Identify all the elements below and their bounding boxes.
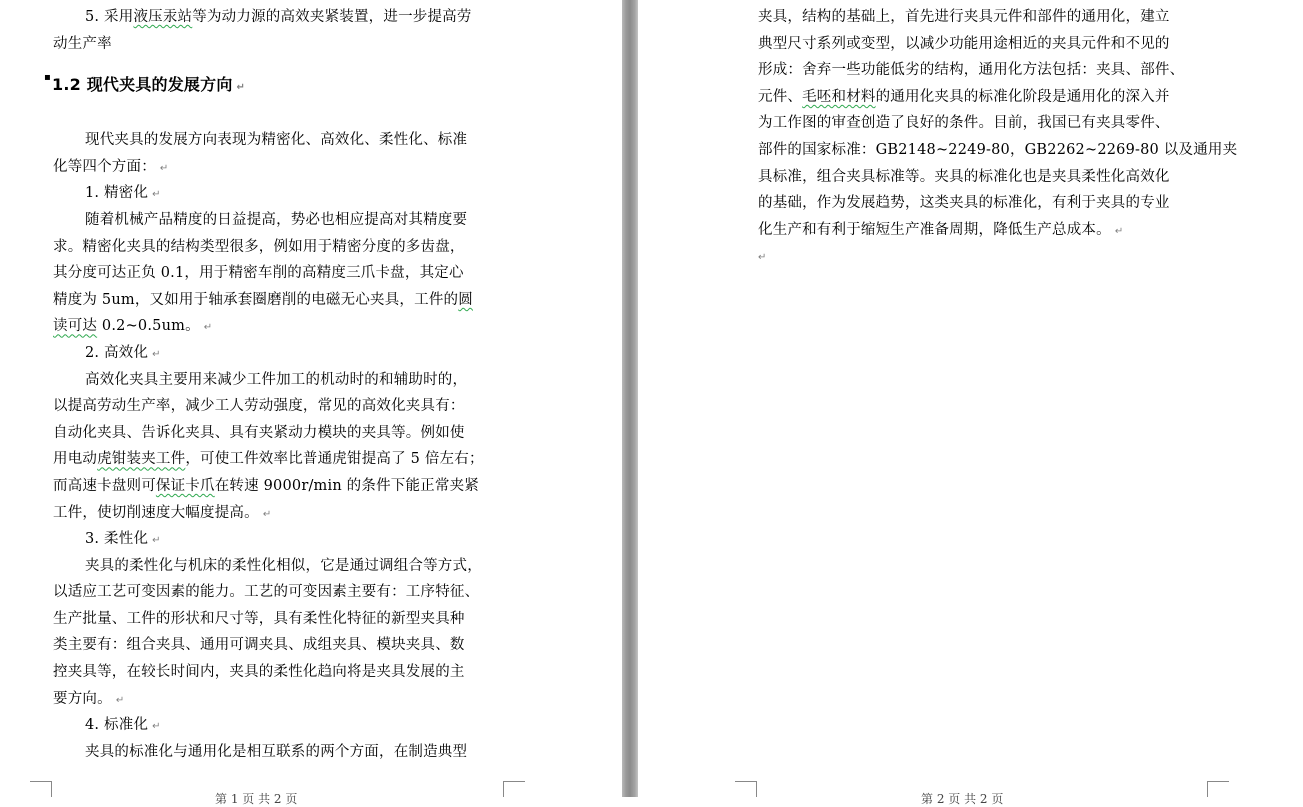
- text-line: 动生产率: [53, 35, 112, 52]
- text-line: 以提高劳动生产率，减少工人劳动强度，常见的高效化夹具有：: [53, 398, 465, 415]
- document-page-right[interactable]: [638, 0, 1303, 806]
- paragraph-mark-icon: ↵: [152, 189, 161, 201]
- list-item-heading: 4. 标准化 ↵: [85, 717, 161, 734]
- text-line: 化生产和有利于缩短生产准备周期，降低生产总成本。 ↵: [758, 221, 1124, 238]
- empty-paragraph: [758, 243, 1208, 270]
- text-line: 自动化夹具、告诉化夹具、具有夹紧动力模块的夹具等。例如使: [53, 424, 465, 441]
- paragraph-mark-icon: ↵: [203, 322, 213, 334]
- text-line: 随着机械产品精度的日益提高，势必也相应提高对其精度要: [85, 211, 468, 228]
- paragraph-mark-icon: ↵: [115, 694, 125, 706]
- text-line: 具标准，组合夹具标准等。夹具的标准化也是夹具柔性化高效化: [758, 168, 1170, 185]
- text-line: 5. 采用液压汞站等为动力源的高效夹紧装置，进一步提高劳: [85, 9, 472, 25]
- page-margin-corner-marker: [503, 781, 525, 797]
- paragraph-mark-icon: ↵: [236, 82, 246, 94]
- text-line: 夹具的柔性化与机床的柔性化相似，它是通过调组合等方式，: [85, 557, 482, 574]
- spell-flagged-word: 读可达: [53, 318, 98, 335]
- heading-bullet: ▪: [44, 72, 51, 84]
- paragraph-mark-icon: ↵: [1114, 225, 1124, 237]
- text-line: 工件，使切削速度大幅度提高。 ↵: [53, 504, 272, 521]
- text-line: 生产批量、工件的形状和尺寸等，具有柔性化特征的新型夹具种: [53, 610, 465, 627]
- paragraph-mark-icon: ↵: [758, 252, 767, 264]
- page-gap-divider: [622, 0, 638, 797]
- page-footer: 第 2 页 共 2 页: [921, 792, 1004, 806]
- text-line: 用电动虎钳装夹工件，可使工件效率比普通虎钳提高了 5 倍左右；: [53, 451, 484, 468]
- paragraph-mark-icon: ↵: [159, 162, 169, 174]
- text-line: 精度为 5um，又如用于轴承套圈磨削的电磁无心夹具，工件的圆: [53, 291, 473, 308]
- document-page-left[interactable]: [0, 0, 622, 806]
- text-line: 元件、毛呸和材料的通用化夹具的标准化阶段是通用化的深入并: [758, 88, 1170, 105]
- text-line: 的基础，作为发展趋势，这类夹具的标准化，有利于夹具的专业: [758, 195, 1170, 212]
- list-item-heading: 2. 高效化 ↵: [85, 344, 161, 361]
- text-line: 形成：舍弃一些功能低劣的结构，通用化方法包括：夹具、部件、: [758, 62, 1185, 79]
- section-heading: [44, 65, 503, 105]
- text-line: 而高速卡盘则可保证卡爪在转速 9000r/min 的条件下能正常夹紧: [53, 477, 479, 494]
- text-line: 控夹具等，在较长时间内，夹具的柔性化趋向将是夹具发展的主: [53, 664, 465, 681]
- text-line: 以适应工艺可变因素的能力。工艺的可变因素主要有：工序特征、: [53, 584, 480, 601]
- paragraph-mark-icon: ↵: [152, 535, 161, 547]
- text-line: 为工作图的审查创造了良好的条件。目前，我国已有夹具零件、: [758, 115, 1170, 132]
- page-footer: 第 1 页 共 2 页: [215, 792, 298, 806]
- list-item-heading: 1. 精密化 ↵: [85, 185, 161, 202]
- spell-flagged-word: 毛呸和材料: [802, 88, 876, 105]
- spell-flagged-word: 圆: [458, 291, 473, 308]
- spell-flagged-word: 虎钳装夹工件: [97, 451, 186, 468]
- text-line: 化等四个方面： ↵: [53, 158, 169, 175]
- text-line: 夹具，结构的基础上，首先进行夹具元件和部件的通用化，建立: [758, 9, 1170, 25]
- text-line: 读可达 0.2~0.5um。 ↵: [53, 318, 213, 335]
- text-line: 求。精密化夹具的结构类型很多，例如用于精密分度的多齿盘，: [53, 238, 465, 255]
- spell-flagged-word: 液压汞站: [133, 9, 193, 25]
- heading-number: 1.2: [52, 75, 81, 95]
- paragraph-mark-icon: ↵: [152, 348, 161, 360]
- page-margin-corner-marker: [1207, 781, 1229, 797]
- page-margin-corner-marker: [30, 781, 52, 797]
- spell-flagged-word: 保证卡爪: [155, 477, 215, 494]
- page-body-text[interactable]: [44, 4, 503, 765]
- text-line: 其分度可达正负 0.1，用于精密车削的高精度三爪卡盘，其定心: [53, 265, 464, 282]
- text-line: 部件的国家标准：GB2148~2249-80，GB2262~2269-80 以及通用夹: [758, 141, 1238, 158]
- page-body-text[interactable]: [758, 4, 1238, 270]
- text-line: 类主要有：组合夹具、通用可调夹具、成组夹具、模块夹具、数: [53, 637, 465, 654]
- heading-title: 现代夹具的发展方向: [86, 75, 233, 95]
- page-margin-corner-marker: [735, 781, 757, 797]
- text-line: 现代夹具的发展方向表现为精密化、高效化、柔性化、标准: [85, 132, 468, 149]
- text-line: 高效化夹具主要用来减少工件加工的机动时的和辅助时的，: [85, 371, 468, 388]
- text-line: 夹具的标准化与通用化是相互联系的两个方面，在制造典型: [85, 743, 468, 760]
- list-item-heading: 3. 柔性化 ↵: [85, 531, 161, 548]
- text-line: 要方向。 ↵: [53, 690, 125, 707]
- text-line: 典型尺寸系列或变型，以减少功能用途相近的夹具元件和不见的: [758, 35, 1170, 52]
- paragraph-mark-icon: ↵: [152, 721, 161, 733]
- paragraph-mark-icon: ↵: [262, 508, 272, 520]
